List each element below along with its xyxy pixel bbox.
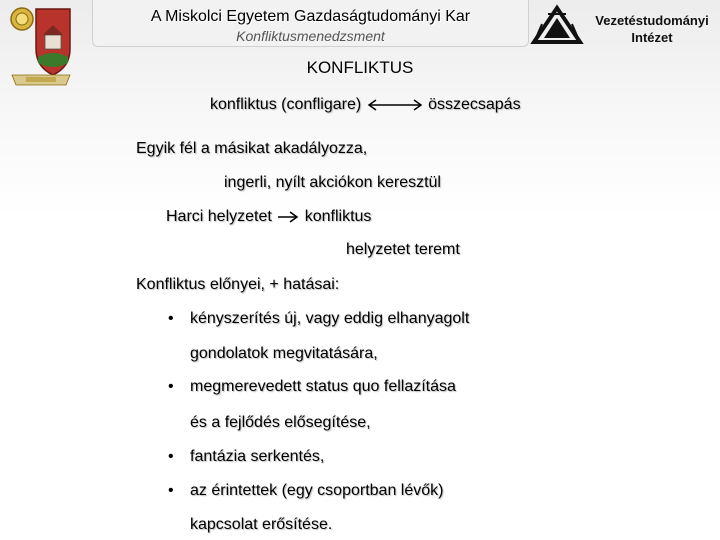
course-subtitle: Konfliktusmenedzsment bbox=[236, 28, 385, 44]
etymology-line bbox=[210, 96, 521, 114]
etymology-meaning: összecsapás bbox=[428, 96, 521, 113]
definition-line-2: ingerli, nyílt akciókon keresztül bbox=[224, 174, 441, 191]
institute-name-line1: Vezetéstudományi bbox=[595, 13, 709, 28]
bullet-item-2-cont: és a fejlődés elősegítése, bbox=[190, 414, 371, 431]
bullet-item-4: az érintettek (egy csoportban lévők) bbox=[190, 482, 444, 499]
institute-name-line2: Intézet bbox=[631, 30, 673, 45]
definition-line-1: Egyik fél a másikat akadályozza, bbox=[136, 140, 368, 157]
bullet-marker: • bbox=[168, 448, 174, 465]
bullet-marker: • bbox=[168, 310, 174, 327]
slide-header bbox=[0, 0, 720, 60]
header-title-box bbox=[92, 0, 529, 47]
institute-logo bbox=[530, 4, 584, 46]
institute-name bbox=[584, 12, 720, 46]
etymology-term: konfliktus (confligare) bbox=[210, 96, 362, 113]
right-arrow-icon bbox=[276, 211, 300, 223]
bullet-marker: • bbox=[168, 482, 174, 499]
benefits-heading: Konfliktus előnyei, + hatásai: bbox=[136, 276, 340, 293]
battle-situation-text: Harci helyzetet bbox=[166, 208, 272, 225]
definition-line-4: helyzetet teremt bbox=[346, 241, 460, 258]
bullet-item-2: megmerevedett status quo fellazítása bbox=[190, 378, 456, 395]
slide-title: KONFLIKTUS bbox=[306, 58, 414, 77]
university-crest-logo bbox=[8, 5, 74, 95]
conflict-text: konfliktus bbox=[304, 208, 372, 225]
bullet-item-1-cont: gondolatok megvitatására, bbox=[190, 345, 378, 362]
bullet-marker: • bbox=[168, 378, 174, 395]
university-name: A Miskolci Egyetem Gazdaságtudományi Kar bbox=[150, 8, 471, 25]
bullet-item-4-cont: kapcsolat erősítése. bbox=[190, 516, 333, 533]
definition-line-3 bbox=[166, 208, 371, 226]
bullet-item-3: fantázia serkentés, bbox=[190, 448, 325, 465]
double-arrow-icon bbox=[366, 99, 424, 111]
bullet-item-1: kényszerítés új, vagy eddig elhanyagolt bbox=[190, 310, 470, 327]
